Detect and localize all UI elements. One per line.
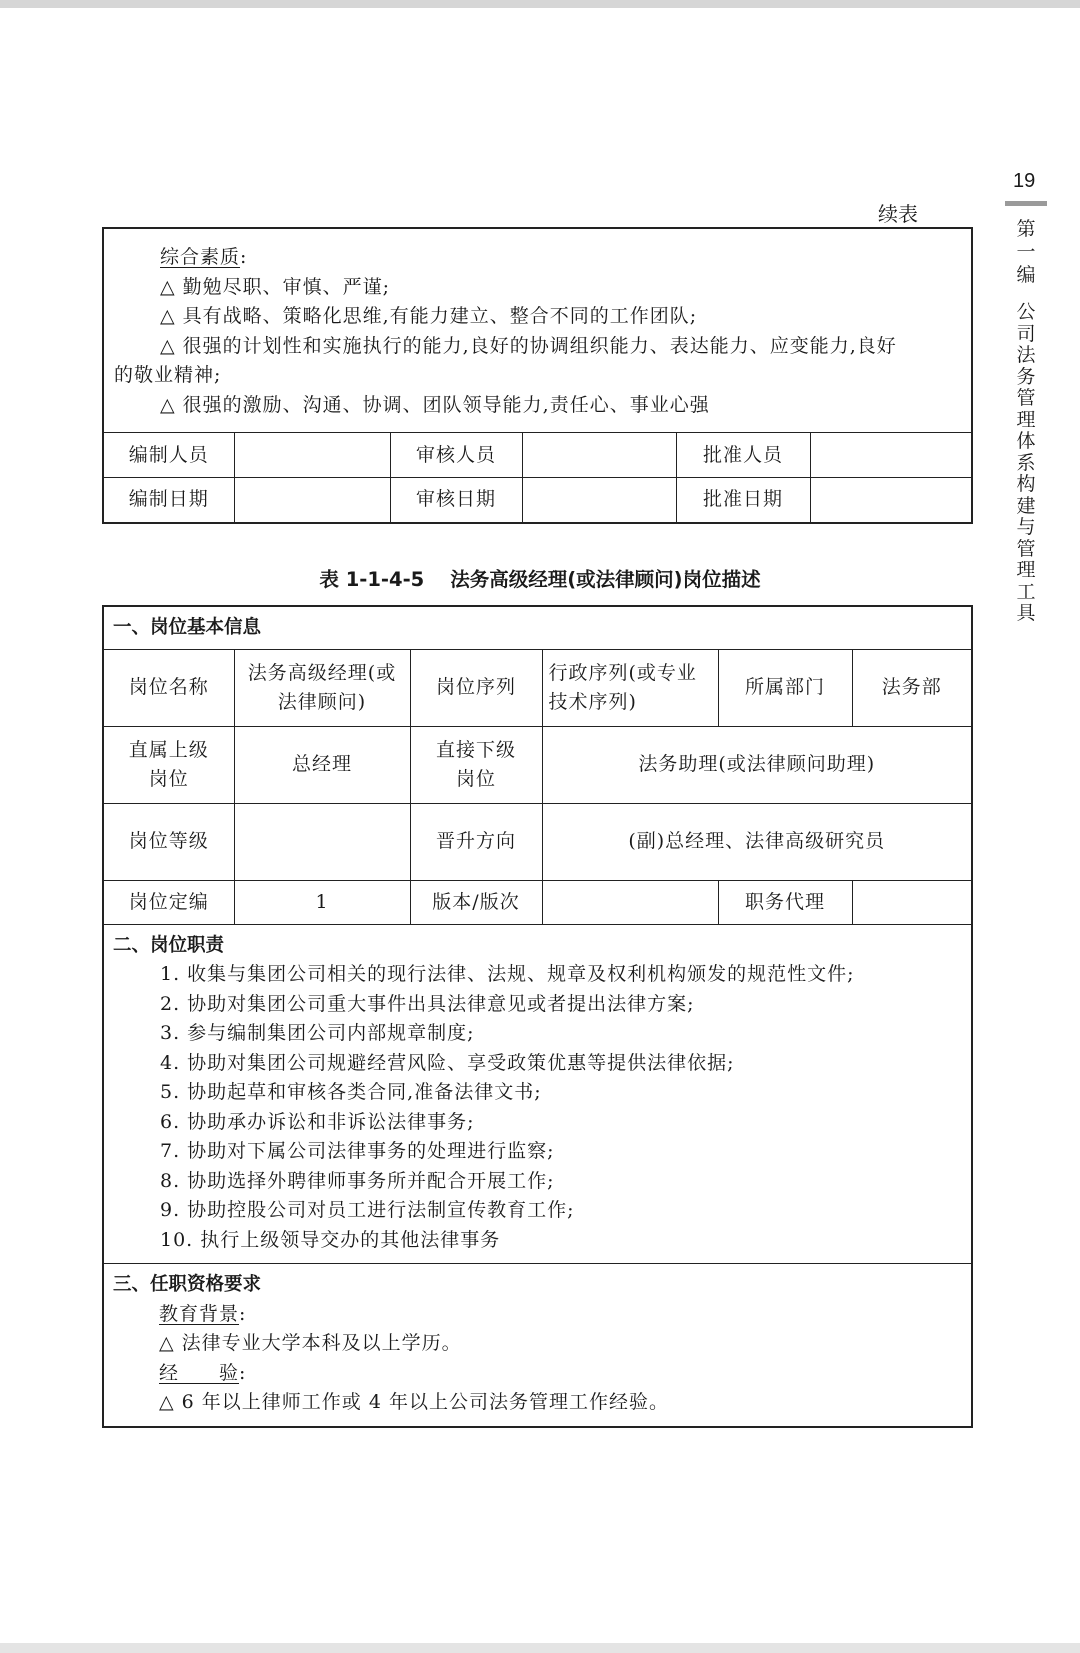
basic-info-row: [103, 880, 972, 924]
side-title-char: 管: [1016, 387, 1036, 409]
label-cell: 编制日期: [103, 478, 234, 523]
side-title-char: 与: [1016, 516, 1036, 538]
table-title: 法务高级经理(或法律顾问)岗位描述: [450, 568, 761, 591]
experience-heading: 经 验: [159, 1361, 240, 1384]
value-cell: [810, 478, 972, 523]
value-cell: 法务助理(或法律顾问助理): [542, 726, 972, 803]
value-cell: 1: [234, 880, 410, 924]
sign-row-personnel: [103, 433, 972, 478]
top-edge-shadow: [0, 0, 1080, 8]
experience-item: △ 6 年以上律师工作或 4 年以上公司法务管理工作经验。: [159, 1391, 669, 1413]
side-title-char: 构: [1016, 473, 1036, 495]
education-heading: 教育背景: [159, 1302, 240, 1325]
label-cell: 审核日期: [390, 478, 522, 523]
label-cell: 晋升方向: [410, 803, 542, 880]
label-cell: 岗位等级: [103, 803, 234, 880]
label-cell: 职务代理: [718, 880, 852, 924]
value-cell: [810, 433, 972, 478]
duty-item: 8. 协助选择外聘律师事务所并配合开展工作;: [160, 1169, 555, 1192]
job-description-table: [102, 605, 973, 1428]
experience-heading-colon: :: [239, 1361, 247, 1384]
quality-heading: 综合素质: [160, 246, 241, 268]
basic-info-row: [103, 803, 972, 880]
value-cell: 行政序列(或专业技术序列): [542, 649, 718, 726]
duty-item: 2. 协助对集团公司重大事件出具法律意见或者提出法律方案;: [160, 992, 695, 1015]
quality-item: △ 勤勉尽职、审慎、严谨;: [160, 275, 391, 298]
side-title-char: 系: [1016, 451, 1036, 474]
basic-info-row: [103, 726, 972, 803]
side-title-char: 理: [1016, 408, 1036, 431]
continued-table: [102, 227, 973, 524]
duty-item: 5. 协助起草和审核各类合同,准备法律文书;: [160, 1081, 542, 1103]
duty-item: 6. 协助承办诉讼和非诉讼法律事务;: [160, 1110, 475, 1133]
continued-table-label: 续表: [878, 202, 918, 226]
side-title-char: 体: [1016, 430, 1036, 452]
label-cell: 岗位名称: [103, 649, 234, 726]
table-caption: [0, 564, 1080, 592]
value-cell: 法务部: [852, 649, 972, 726]
label-cell: 岗位序列: [410, 649, 542, 726]
side-title-char: 工: [1016, 580, 1036, 603]
side-title-char: 具: [1016, 602, 1036, 624]
value-cell: [234, 478, 390, 523]
page-number-bar: [1005, 201, 1047, 206]
value-cell: 总经理: [234, 726, 410, 803]
side-title-char: 法: [1016, 344, 1036, 366]
bottom-edge-shadow: [0, 1643, 1080, 1653]
duty-item: 4. 协助对集团公司规避经营风险、享受政策优惠等提供法律依据;: [160, 1051, 735, 1074]
quality-item: △ 具有战略、策略化思维,有能力建立、整合不同的工作团队;: [160, 305, 698, 327]
duty-item: 9. 协助控股公司对员工进行法制宣传教育工作;: [160, 1199, 575, 1221]
side-title-char: 管: [1016, 537, 1036, 560]
label-cell: 所属部门: [718, 649, 852, 726]
experience-heading-line: [113, 1359, 963, 1389]
value-cell: 法务高级经理(或法律顾问): [234, 649, 410, 726]
section-title-basic-info: 一、岗位基本信息: [103, 606, 972, 649]
quality-heading-colon: :: [240, 246, 248, 268]
label-cell: 版本/版次: [410, 880, 542, 924]
section-title-duties: 二、岗位职责: [113, 934, 225, 956]
label-cell: 批准人员: [676, 433, 810, 478]
side-title-char: 建: [1016, 494, 1036, 517]
duty-item: 3. 参与编制集团公司内部规章制度;: [160, 1022, 475, 1044]
label-cell: 直属上级岗位: [103, 726, 234, 803]
requirements-block: [103, 1264, 972, 1427]
table-number: 表 1-1-4-5: [319, 568, 425, 591]
basic-info-row: [103, 649, 972, 726]
side-part-char: 第: [1016, 218, 1036, 240]
label-cell: 直接下级岗位: [410, 726, 542, 803]
value-cell: [522, 478, 676, 523]
duty-item: 1. 收集与集团公司相关的现行法律、法规、规章及权利机构颁发的规范性文件;: [160, 963, 855, 985]
duty-item: 7. 协助对下属公司法律事务的处理进行监察;: [160, 1140, 555, 1162]
side-title-char: 务: [1016, 365, 1036, 388]
page-number: 19: [1013, 170, 1036, 192]
side-title-char: 公: [1016, 301, 1036, 323]
side-part-char: 一: [1016, 241, 1036, 263]
quality-item-continuation: 的敬业精神;: [114, 364, 222, 386]
value-cell: [852, 880, 972, 924]
quality-item: △ 很强的激励、沟通、协调、团队领导能力,责任心、事业心强: [160, 393, 710, 416]
duties-block: [103, 924, 972, 1264]
section-title-requirements: 三、任职资格要求: [113, 1274, 262, 1295]
sign-row-dates: [103, 478, 972, 523]
education-heading-colon: :: [239, 1302, 247, 1325]
quality-heading-line: [114, 243, 963, 273]
quality-block: [103, 228, 972, 433]
value-cell: [522, 433, 676, 478]
side-part-char: 编: [1016, 264, 1036, 286]
label-cell: 审核人员: [390, 433, 522, 478]
value-cell: [542, 880, 718, 924]
quality-item: △ 很强的计划性和实施执行的能力,良好的协调组织能力、表达能力、应变能力,良好: [160, 334, 897, 357]
value-cell: [234, 803, 410, 880]
label-cell: 编制人员: [103, 433, 234, 478]
side-part-label: [1016, 218, 1036, 287]
duty-item: 10. 执行上级领导交办的其他法律事务: [160, 1228, 501, 1251]
side-title-char: 司: [1016, 322, 1036, 345]
label-cell: 批准日期: [676, 478, 810, 523]
education-item: △ 法律专业大学本科及以上学历。: [159, 1332, 462, 1354]
label-cell: 岗位定编: [103, 880, 234, 924]
side-title-char: 理: [1016, 559, 1036, 581]
education-heading-line: [113, 1300, 963, 1330]
value-cell: [234, 433, 390, 478]
value-cell: (副)总经理、法律高级研究员: [542, 803, 972, 880]
